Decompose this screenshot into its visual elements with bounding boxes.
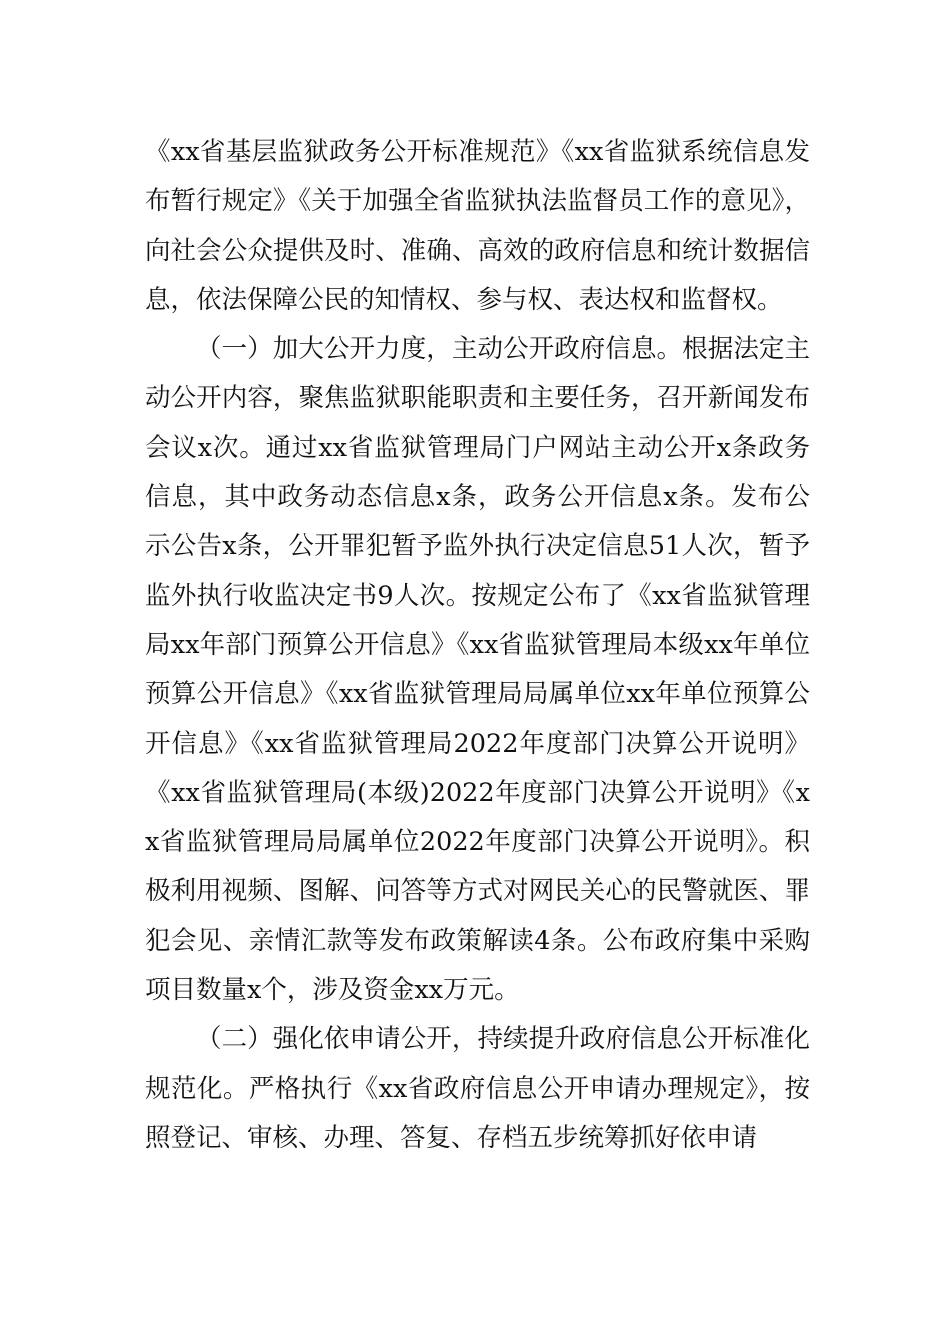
paragraph-section-two: （二）强化依申请公开，持续提升政府信息公开标准化规范化。严格执行《xx省政府信息公开申请办理规定》，按照登记、审核、办理、答复、存档五步统筹抓好依申请: [145, 1024, 810, 1153]
paragraph-intro: 《xx省基层监狱政务公开标准规范》《xx省监狱系统信息发布暂行规定》《关于加强全省监狱执法监督员工作的意见》，向社会公众提供及时、准确、高效的政府信息和统计数据信息，依法保障公民的知情权、参与权、表达权和监督权。: [145, 137, 810, 315]
paragraph-section-one: （一）加大公开力度，主动公开政府信息。根据法定主动公开内容，聚焦监狱职能职责和主要任务，召开新闻发布会议x次。通过xx省监狱管理局门户网站主动公开x条政务信息，其中政务动态信息x条，政务公开信息x条。发布公示公告x条，公开罪犯暂予监外执行决定信息51人次，暂予监外执行收监决定书9人次。按规定公布了《xx省监狱管理局xx年部门预算公开信息》《xx省监狱管理局本级xx年单位预算公开信息》《xx省监狱管理局局属单位xx年单位预算公开信息》《xx省监狱管理局2022年度部门决算公开说明》《xx省监狱管理局(本级)2022年度部门决算公开说明》《xx省监狱管理局局属单位2022年度部门决算公开说明》。积极利用视频、图解、问答等方式对网民关心的民警就医、罪犯会见、亲情汇款等发布政策解读4条。公布政府集中采购项目数量x个，涉及资金xx万元。: [145, 334, 810, 1006]
document-body: [145, 128, 810, 1163]
